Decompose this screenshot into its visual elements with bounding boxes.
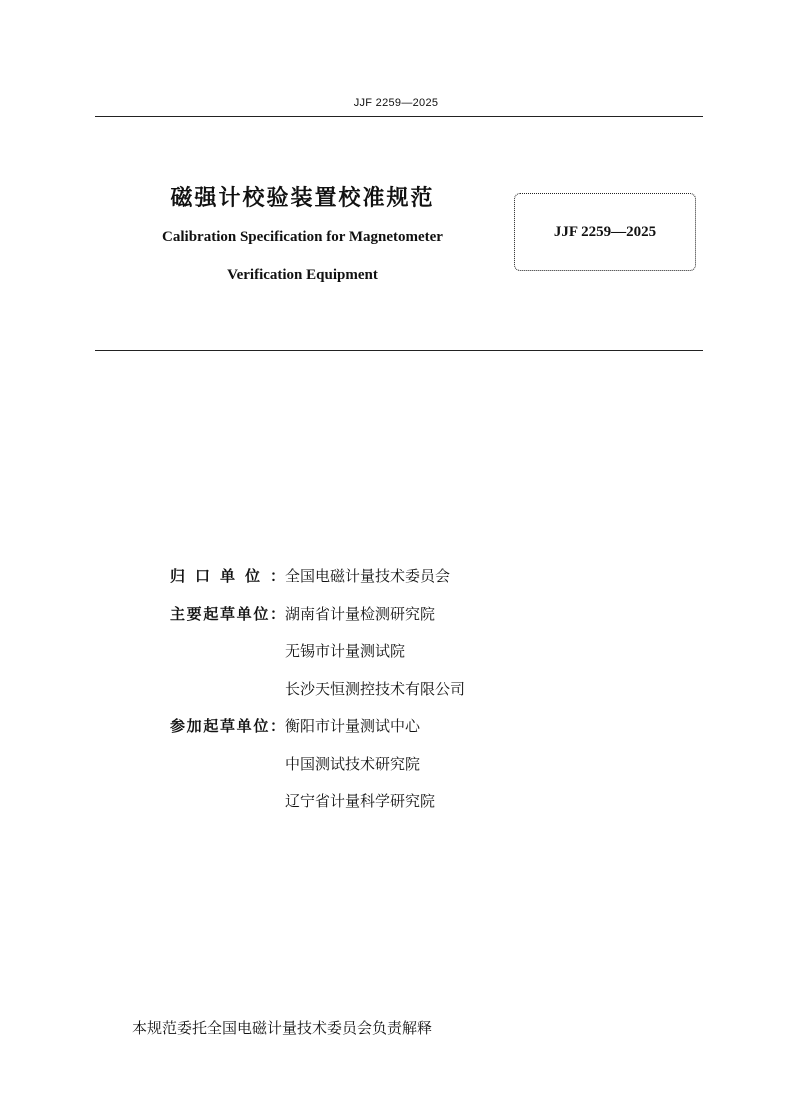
unit-row — [170, 565, 465, 603]
unit-row — [170, 678, 465, 716]
unit-value: 湖南省计量检测研究院 — [285, 604, 436, 623]
interpretation-note: 本规范委托全国电磁计量技术委员会负责解释 — [132, 1019, 433, 1037]
header-rule — [95, 116, 703, 117]
header-standard-code: JJF 2259—2025 — [353, 97, 439, 109]
title-english-line2: Verification Equipment — [227, 267, 378, 283]
unit-label: 归口单位： — [170, 567, 285, 585]
unit-value: 中国测试技术研究院 — [285, 754, 421, 773]
unit-value: 全国电磁计量技术委员会 — [285, 567, 451, 585]
unit-value: 衡阳市计量测试中心 — [285, 717, 421, 735]
unit-label: 参加起草单位： — [170, 717, 285, 735]
unit-value: 无锡市计量测试院 — [285, 642, 406, 660]
unit-row — [170, 603, 465, 641]
drafting-units — [170, 565, 465, 828]
title-english-line1: Calibration Specification for Magnetometer — [162, 229, 443, 245]
standard-code-text: JJF 2259—2025 — [553, 223, 657, 240]
unit-row — [170, 753, 465, 791]
unit-row — [170, 640, 465, 678]
unit-value: 长沙天恒测控技术有限公司 — [285, 679, 466, 698]
unit-label: 主要起草单位： — [170, 604, 285, 623]
standard-code-box — [514, 193, 696, 271]
unit-row — [170, 790, 465, 828]
unit-row — [170, 715, 465, 753]
title-chinese: 磁强计校验装置校准规范 — [170, 186, 435, 211]
unit-value: 辽宁省计量科学研究院 — [285, 792, 436, 810]
title-rule — [95, 350, 703, 351]
